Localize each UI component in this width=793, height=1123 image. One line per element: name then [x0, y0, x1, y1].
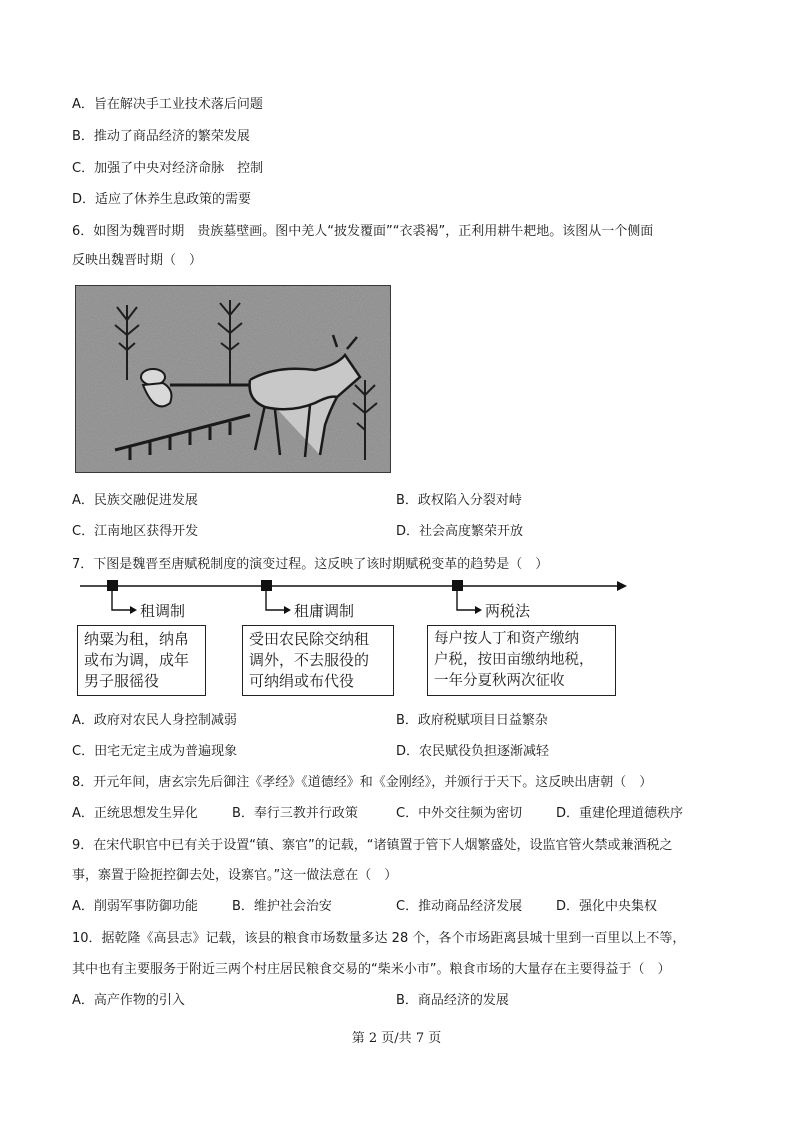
q8-option-a: A．正统思想发生异化 — [72, 806, 198, 821]
q5-option-d: D．适应了休养生息政策的需要 — [72, 192, 252, 207]
q10-stem-line1: 10．据乾隆《高县志》记载，该县的粮食市场数量多达 28 个，各个市场距离县城十里到一百里以上不等， — [72, 931, 686, 946]
q7-option-b: B．政府税赋项目日益繁杂 — [396, 713, 548, 728]
q7-stem: 7．下图是魏晋至唐赋税制度的演变过程。这反映了该时期赋税变革的趋势是（ ） — [72, 557, 549, 572]
q5-option-b: B．推动了商品经济的繁荣发展 — [72, 129, 250, 144]
q7-option-d: D．农民赋役负担逐渐减轻 — [396, 744, 550, 759]
stage-label-liangshuifa: 两税法 — [485, 602, 531, 620]
box-line: 一年分夏秋两次征收 — [434, 673, 565, 689]
q8-option-d: D．重建伦理道德秩序 — [556, 806, 684, 821]
q6-option-b: B．政权陷入分裂对峙 — [396, 493, 522, 508]
q9-stem-line2: 事，寨置于险扼控御去处，设寨官。”这一做法意在（ ） — [72, 868, 398, 883]
stage-box-zuyongdiao — [242, 625, 394, 696]
q8-option-b: B．奉行三教并行政策 — [232, 806, 358, 821]
page-footer: 第 2 页/共 7 页 — [351, 1031, 442, 1046]
stage-box-liangshuifa — [427, 625, 616, 696]
box-line: 或布为调，成年 — [84, 651, 190, 669]
q6-option-c: C．江南地区获得开发 — [72, 524, 199, 539]
q6-stem-line1: 6．如图为魏晋时期 贵族墓壁画。图中羌人“披发覆面”“衣裘褐”，正利用耕牛耙地。该图从一个侧面 — [72, 224, 654, 239]
q9-option-d: D．强化中央集权 — [556, 899, 658, 914]
q9-option-c: C．推动商品经济发展 — [396, 899, 523, 914]
ox-plough-mural-image — [75, 285, 391, 473]
q8-options — [0, 806, 793, 822]
box-line: 纳粟为租，纳帛 — [84, 630, 190, 648]
q10-option-a: A．高产作物的引入 — [72, 993, 185, 1008]
q9-options — [0, 899, 793, 915]
q8-stem: 8．开元年间，唐玄宗先后御注《孝经》《道德经》和《金刚经》，并颁行于天下。这反映出唐朝（ ） — [72, 775, 653, 790]
q10-stem-line2: 其中也有主要服务于附近三两个村庄居民粮食交易的“柴米小市”。粮食市场的大量存在主要得益于（ ） — [72, 962, 671, 977]
q8-option-c: C．中外交往频为密切 — [396, 806, 523, 821]
stage-label-zudiao: 租调制 — [140, 602, 186, 620]
box-line: 可纳绢或布代役 — [249, 672, 355, 690]
tax-system-timeline — [72, 574, 632, 699]
q7-option-a: A．政府对农民人身控制减弱 — [72, 713, 237, 728]
box-line: 户税，按田亩缴纳地税， — [434, 652, 594, 668]
q6-option-d: D．社会高度繁荣开放 — [396, 524, 524, 539]
q5-option-a: A．旨在解决手工业技术落后问题 — [72, 97, 263, 112]
q7-option-c: C．田宅无定主成为普遍现象 — [72, 744, 238, 759]
q6-option-a: A．民族交融促进发展 — [72, 493, 198, 508]
stage-label-zuyongdiao: 租庸调制 — [294, 602, 355, 620]
q9-stem-line1: 9．在宋代职官中已有关于设置“镇、寨官”的记载，“诸镇置于管下人烟繁盛处，设监官管火禁或兼酒税之 — [72, 838, 673, 853]
box-line: 调外，不去服役的 — [249, 651, 370, 669]
q9-option-a: A．削弱军事防御功能 — [72, 899, 198, 914]
q5-option-c: C．加强了中央对经济命脉 控制 — [72, 161, 264, 176]
q10-option-b: B．商品经济的发展 — [396, 993, 509, 1008]
q6-stem-line2: 反映出魏晋时期（ ） — [72, 253, 203, 268]
q9-option-b: B．维护社会治安 — [232, 899, 332, 914]
box-line: 受田农民除交纳租 — [249, 630, 370, 648]
box-line: 每户按人丁和资产缴纳 — [434, 631, 579, 647]
box-line: 男子服徭役 — [84, 672, 160, 690]
stage-box-zudiao — [77, 625, 206, 696]
